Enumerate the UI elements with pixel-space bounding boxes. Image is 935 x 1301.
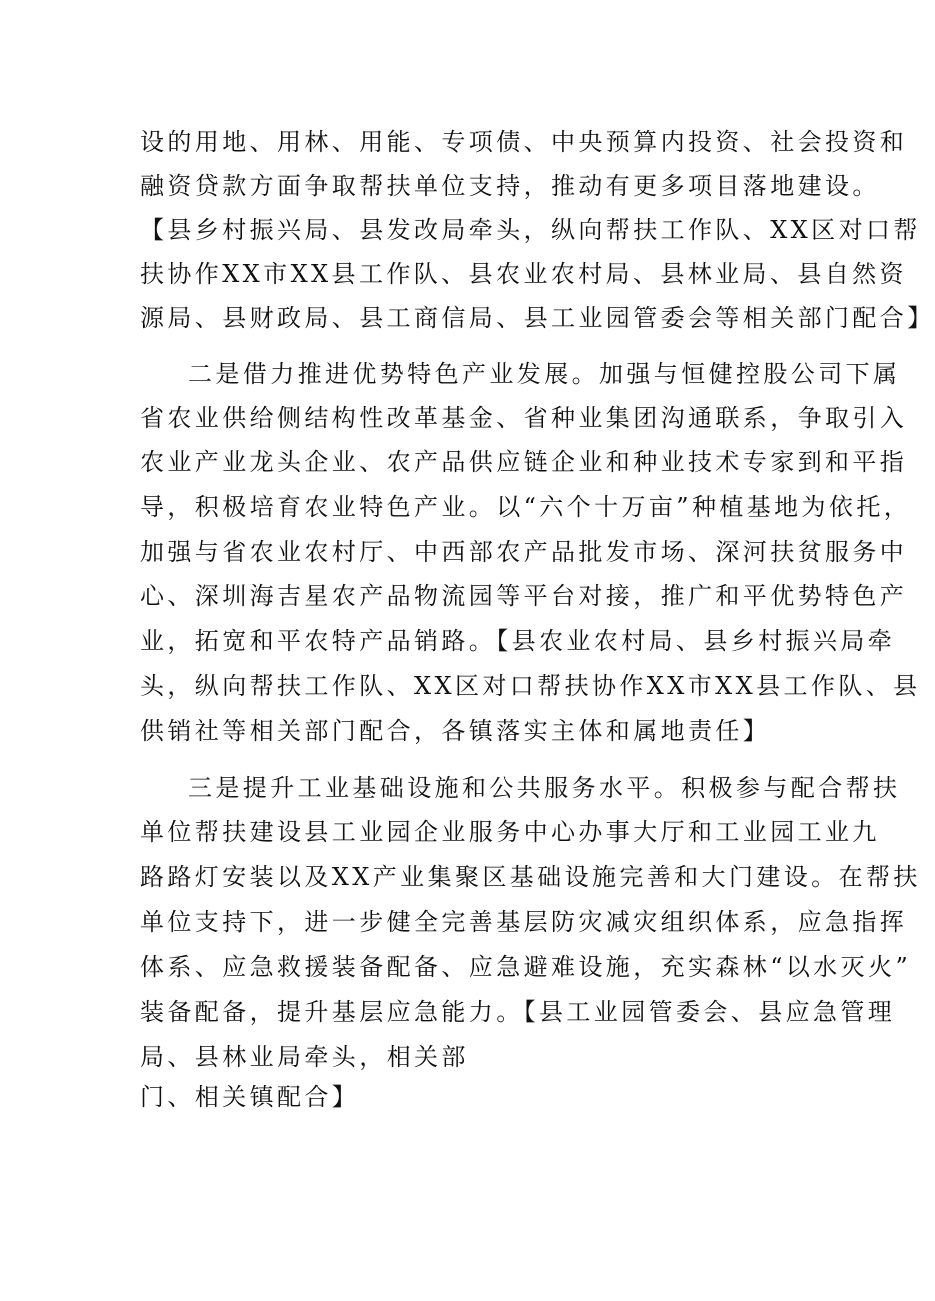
paragraph-3-first-line: 三是提升工业基础设施和公共服务水平。积极参与配合帮扶 <box>188 774 901 802</box>
text-line: 【县乡村振兴局、县发改局牵头，纵向帮扶工作队、XX区对口帮 <box>140 216 921 244</box>
text-line: 农业产业龙头企业、农产品供应链企业和种业技术专家到和平指 <box>140 448 908 476</box>
text-line: 加强与省农业农村厅、中西部农产品批发市场、深河扶贫服务中 <box>140 538 908 566</box>
text-line: 装备配备，提升基层应急能力。【县工业园管委会、县应急管理 <box>140 998 896 1026</box>
text-line: 单位支持下，进一步健全完善基层防灾减灾组织体系，应急指挥 <box>140 908 908 936</box>
text-line: 导，积极培育农业特色产业。以“六个十万亩”种植基地为依托， <box>140 493 912 521</box>
text-line: 局、县林业局牵头，相关部 <box>140 1043 469 1071</box>
text-line: 扶协作XX市XX县工作队、县农业农村局、县林业局、县自然资 <box>140 260 907 288</box>
text-line: 心、深圳海吉星农产品物流园等平台对接，推广和平优势特色产 <box>140 582 908 610</box>
text-line: 设的用地、用林、用能、专项债、中央预算内投资、社会投资和 <box>140 128 908 156</box>
text-line: 体系、应急救援装备配备、应急避难设施，充实森林“以水灭火” <box>140 953 912 981</box>
paragraph-2-first-line: 二是借力推进优势特色产业发展。加强与恒健控股公司下属 <box>188 360 901 388</box>
text-line: 源局、县财政局、县工商信局、县工业园管委会等相关部门配合】 <box>140 304 935 332</box>
text-line: 融资贷款方面争取帮扶单位支持，推动有更多项目落地建设。 <box>140 172 880 200</box>
text-line: 供销社等相关部门配合，各镇落实主体和属地责任】 <box>140 717 771 745</box>
text-line: 单位帮扶建设县工业园企业服务中心办事大厅和工业园工业九 <box>140 818 880 846</box>
text-line: 头，纵向帮扶工作队、XX区对口帮扶协作XX市XX县工作队、县 <box>140 672 921 700</box>
text-line: 业，拓宽和平农特产品销路。【县农业农村局、县乡村振兴局牵 <box>140 627 896 655</box>
text-line: 门、相关镇配合】 <box>140 1083 360 1111</box>
text-line: 路路灯安装以及XX产业集聚区基础设施完善和大门建设。在帮扶 <box>140 863 921 891</box>
text-line: 省农业供给侧结构性改革基金、省种业集团沟通联系，争取引入 <box>140 404 908 432</box>
